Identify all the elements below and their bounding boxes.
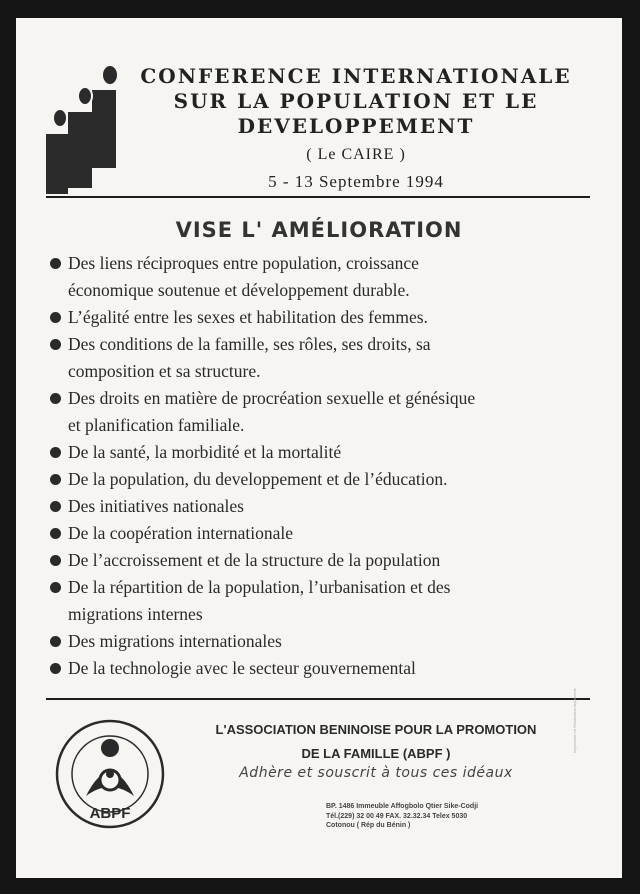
bullet-icon [50, 447, 61, 458]
list-item-text: Des conditions de la famille, ses rôles, ses droits, sa [68, 334, 431, 354]
section-heading: VISE L' AMÉLIORATION [175, 218, 463, 242]
association-name-line-2: DE LA FAMILLE (ABPF ) [301, 746, 451, 761]
contact-phone: Tél.(229) 32 00 49 FAX. 32.32.34 Telex 5030 [326, 812, 468, 820]
list-item-text: Des initiatives nationales [68, 496, 244, 516]
top-divider [46, 196, 590, 198]
bullet-icon [50, 636, 61, 647]
title-line-1: CONFERENCE INTERNATIONALE [140, 64, 572, 88]
list-item [48, 520, 593, 547]
objectives-list [48, 250, 593, 682]
list-item-text: De la population, du developpement et de l’éducation. [68, 469, 448, 489]
title-line-2: SUR LA POPULATION ET LE [173, 89, 539, 113]
title-line-3: DEVELOPPEMENT [237, 114, 475, 138]
list-item-text: composition et sa structure. [68, 361, 261, 381]
list-item-text: De la répartition de la population, l’urbanisation et des [68, 577, 451, 597]
bullet-icon [50, 528, 61, 539]
list-item-text: économique soutenue et développement durable. [68, 280, 410, 300]
conference-title [116, 64, 596, 139]
list-item [48, 493, 593, 520]
poster-page [16, 18, 622, 878]
list-item-text: migrations internes [68, 604, 203, 624]
bullet-icon [50, 393, 61, 404]
list-item-text: De la santé, la morbidité et la mortalité [68, 442, 342, 462]
conference-dates: 5 - 13 Septembre 1994 [268, 172, 444, 191]
list-item-text: De la coopération internationale [68, 523, 293, 543]
list-item [48, 250, 593, 304]
list-item [48, 574, 593, 628]
list-item [48, 304, 593, 331]
list-item [48, 628, 593, 655]
list-item-text: Des migrations internationales [68, 631, 282, 651]
list-item-text: De l’accroissement et de la structure de la population [68, 550, 441, 570]
bullet-icon [50, 582, 61, 593]
list-item [48, 385, 593, 439]
list-item-text: De la technologie avec le secteur gouvernemental [68, 658, 416, 678]
bullet-icon [50, 663, 61, 674]
bullet-icon [50, 339, 61, 350]
association-name [196, 718, 556, 766]
list-item [48, 466, 593, 493]
printer-note: Impression et Réalisation Imprimerie [572, 688, 577, 753]
bullet-icon [50, 258, 61, 269]
contact-address: BP. 1486 Immeuble Affogbolo Qtier Sike-Codji [326, 803, 479, 810]
bullet-icon [50, 501, 61, 512]
conference-city: ( Le CAIRE ) [306, 146, 406, 163]
stepped-figures-icon [44, 64, 124, 194]
list-item [48, 331, 593, 385]
list-item [48, 655, 593, 682]
bullet-icon [50, 312, 61, 323]
bullet-icon [50, 474, 61, 485]
list-item-text: L’égalité entre les sexes et habilitation des femmes. [68, 307, 428, 327]
association-name-line-1: L'ASSOCIATION BENINOISE POUR LA PROMOTION [215, 722, 537, 737]
contact-city: Cotonou ( Rép du Bénin ) [326, 822, 411, 829]
association-tagline: Adhère et souscrit à tous ces idéaux [239, 765, 513, 781]
list-item-text: Des droits en matière de procréation sexuelle et génésique [68, 388, 476, 408]
list-item-text: Des liens réciproques entre population, croissance [68, 253, 419, 273]
list-item [48, 439, 593, 466]
bullet-icon [50, 555, 61, 566]
seal-acronym: ABPF [89, 805, 131, 822]
list-item-text: et planification familiale. [68, 415, 245, 435]
abpf-seal-icon [54, 718, 166, 830]
contact-block [326, 802, 546, 831]
bottom-divider [46, 698, 590, 700]
list-item [48, 547, 593, 574]
